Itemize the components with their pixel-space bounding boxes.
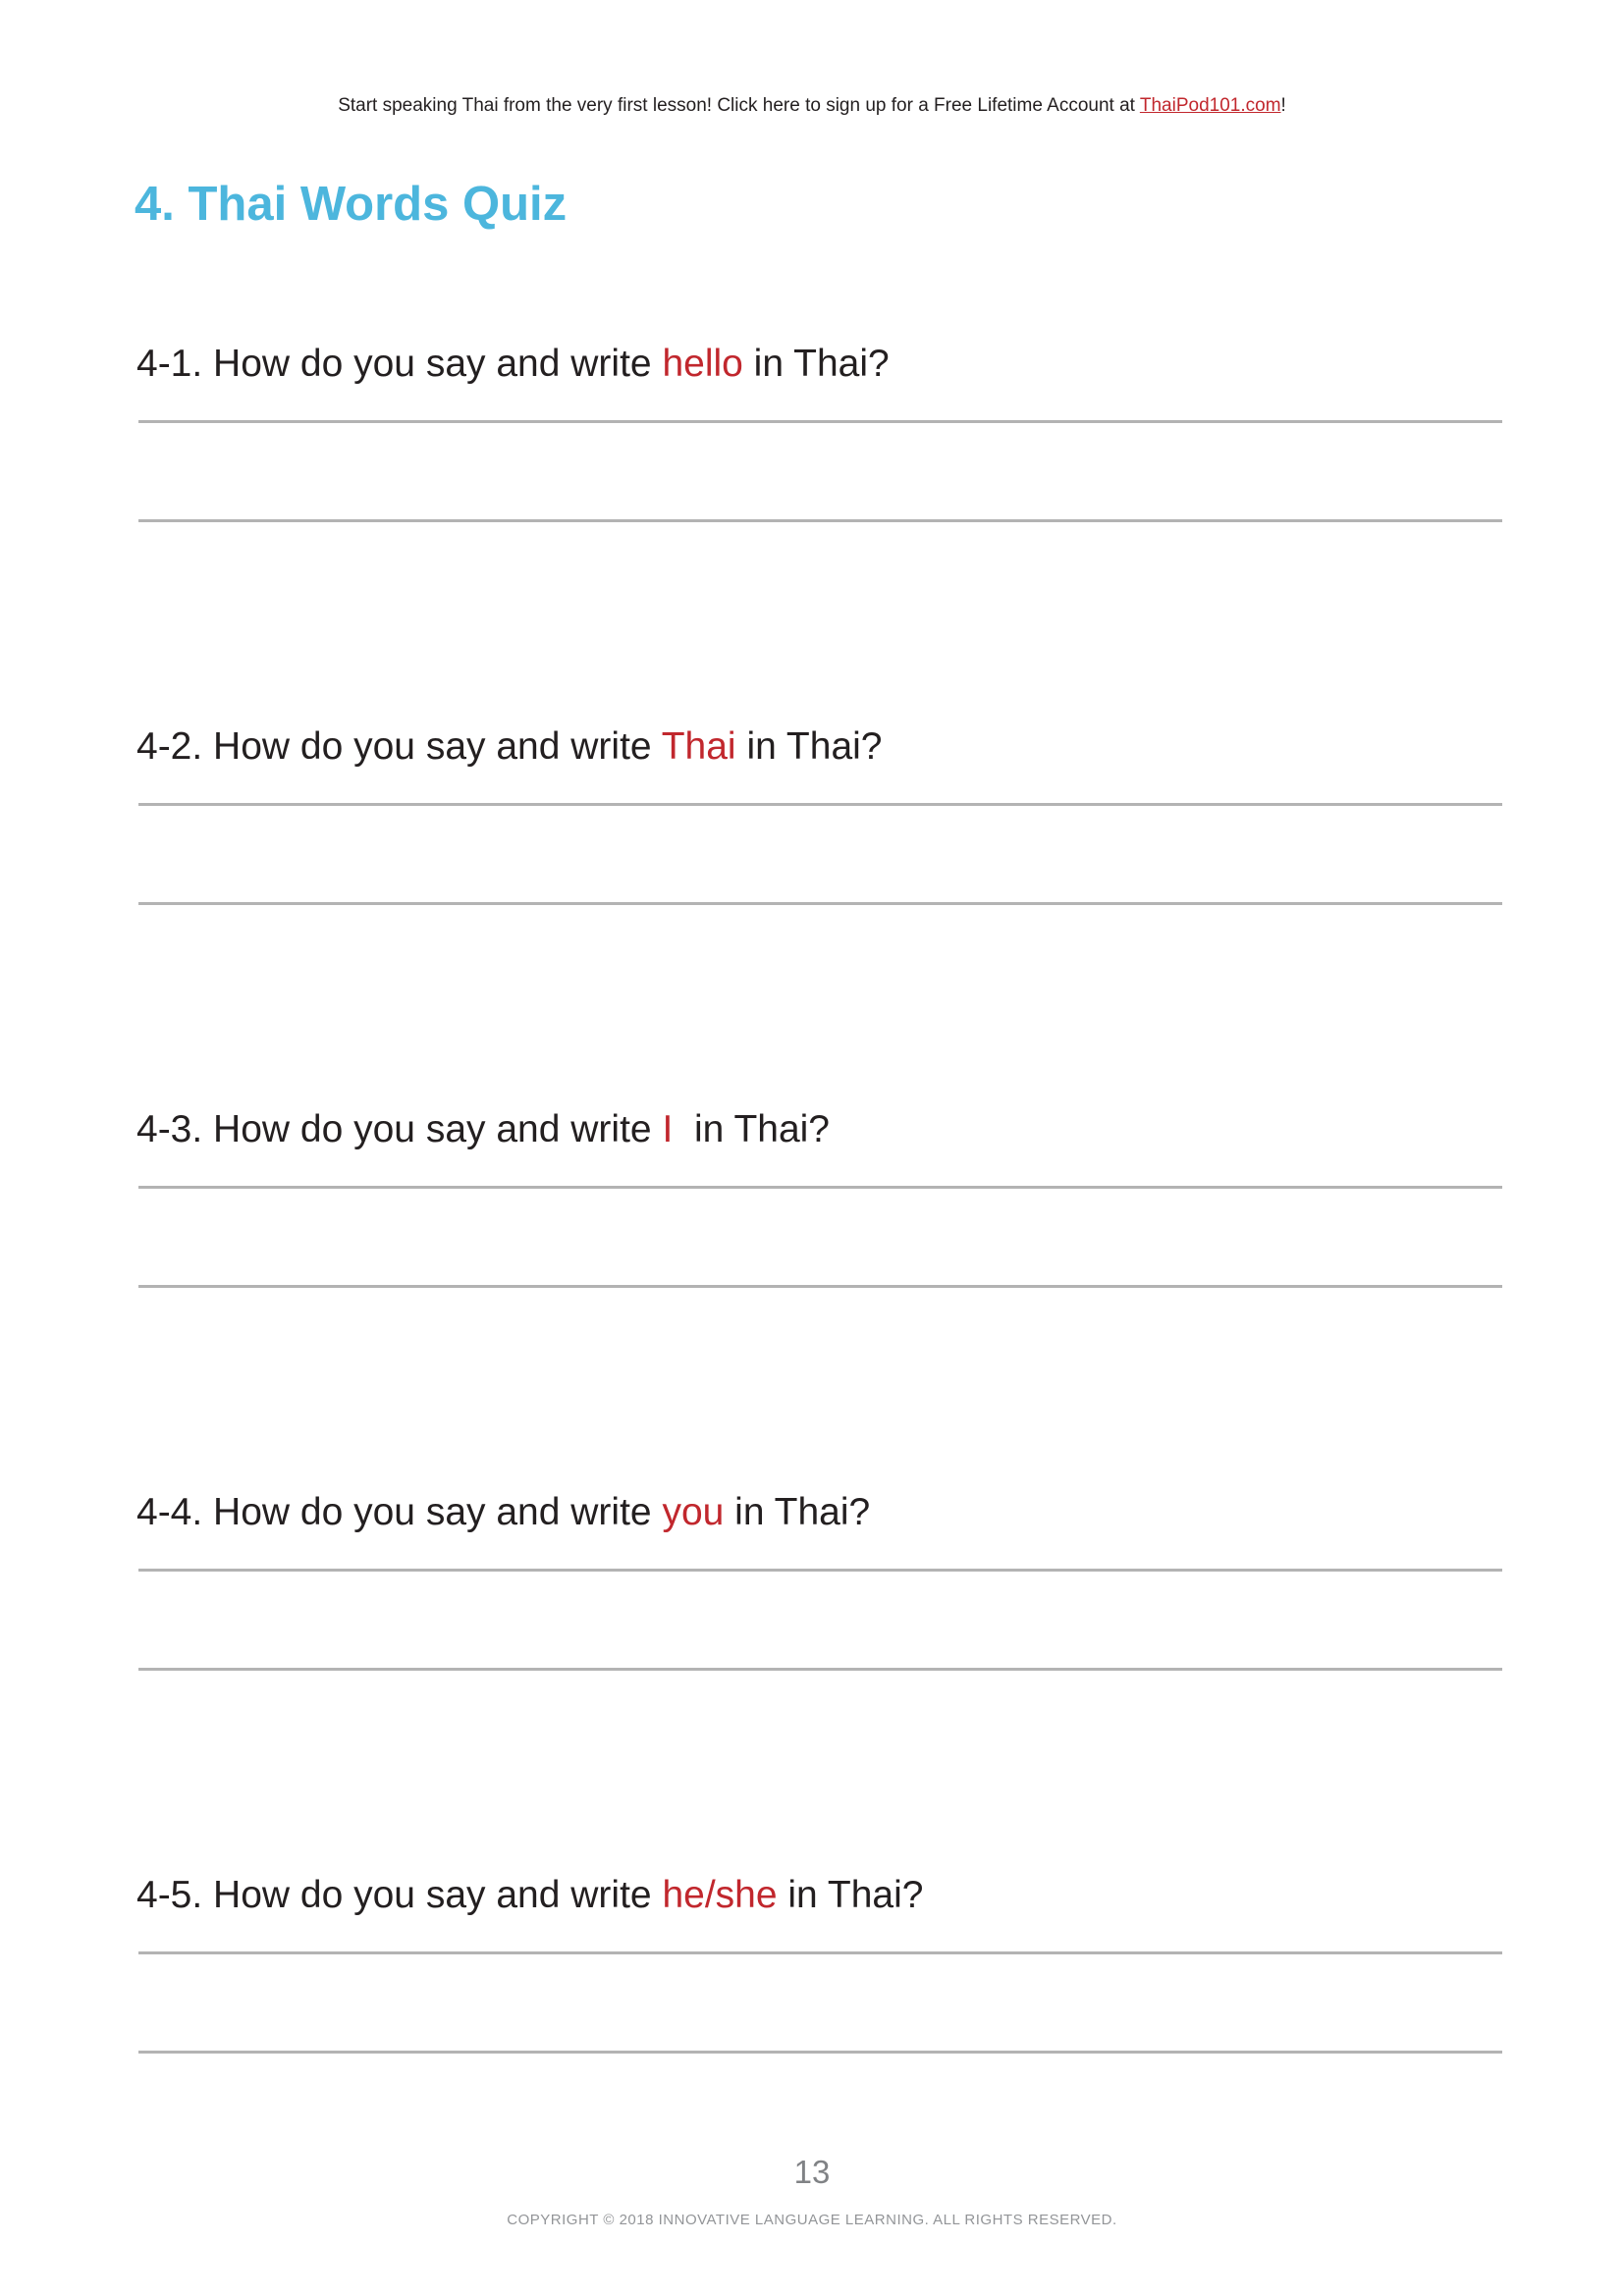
answer-line[interactable] [138, 1285, 1502, 1288]
answer-line[interactable] [138, 902, 1502, 905]
question-text [136, 340, 890, 389]
answer-line[interactable] [138, 2051, 1502, 2054]
question-keyword: he/she [662, 1874, 778, 1916]
question-prefix: 4-3. How do you say and write [136, 1108, 663, 1150]
copyright-notice: COPYRIGHT © 2018 INNOVATIVE LANGUAGE LEARNING. ALL RIGHTS RESERVED. [507, 2212, 1117, 2228]
question-suffix: in Thai? [777, 1874, 924, 1916]
answer-line[interactable] [138, 1186, 1502, 1189]
section-title: 4. Thai Words Quiz [135, 178, 568, 231]
signup-banner [0, 94, 1624, 118]
question-suffix: in Thai? [735, 725, 883, 768]
answer-line[interactable] [138, 803, 1502, 806]
quiz-question-3 [0, 1105, 1624, 1302]
banner-text: Start speaking Thai from the very first lesson! Click here to sign up for a Free Lifetime Account at [338, 95, 1140, 116]
quiz-question-5 [0, 1871, 1624, 2067]
banner-suffix: ! [1280, 95, 1286, 116]
quiz-question-2 [0, 722, 1624, 919]
answer-line[interactable] [138, 420, 1502, 423]
question-keyword: I [662, 1108, 674, 1150]
answer-line[interactable] [138, 1569, 1502, 1572]
answer-line[interactable] [138, 519, 1502, 522]
question-prefix: 4-4. How do you say and write [136, 1491, 663, 1533]
question-keyword: Thai [661, 725, 736, 768]
question-suffix: in Thai? [673, 1108, 830, 1150]
question-prefix: 4-5. How do you say and write [136, 1874, 663, 1916]
question-prefix: 4-2. How do you say and write [136, 725, 662, 768]
question-text [136, 1488, 870, 1537]
question-keyword: hello [662, 343, 743, 385]
question-suffix: in Thai? [742, 343, 890, 385]
question-suffix: in Thai? [724, 1491, 871, 1533]
thaipod101-link[interactable]: ThaiPod101.com [1139, 95, 1281, 116]
quiz-question-1 [0, 340, 1624, 536]
page-number: 13 [793, 2154, 831, 2190]
answer-line[interactable] [138, 1951, 1502, 1954]
question-text [136, 722, 883, 772]
quiz-question-4 [0, 1488, 1624, 1684]
question-text [136, 1105, 830, 1154]
question-prefix: 4-1. How do you say and write [136, 343, 663, 385]
answer-line[interactable] [138, 1668, 1502, 1671]
question-text [136, 1871, 923, 1920]
question-keyword: you [662, 1491, 725, 1533]
